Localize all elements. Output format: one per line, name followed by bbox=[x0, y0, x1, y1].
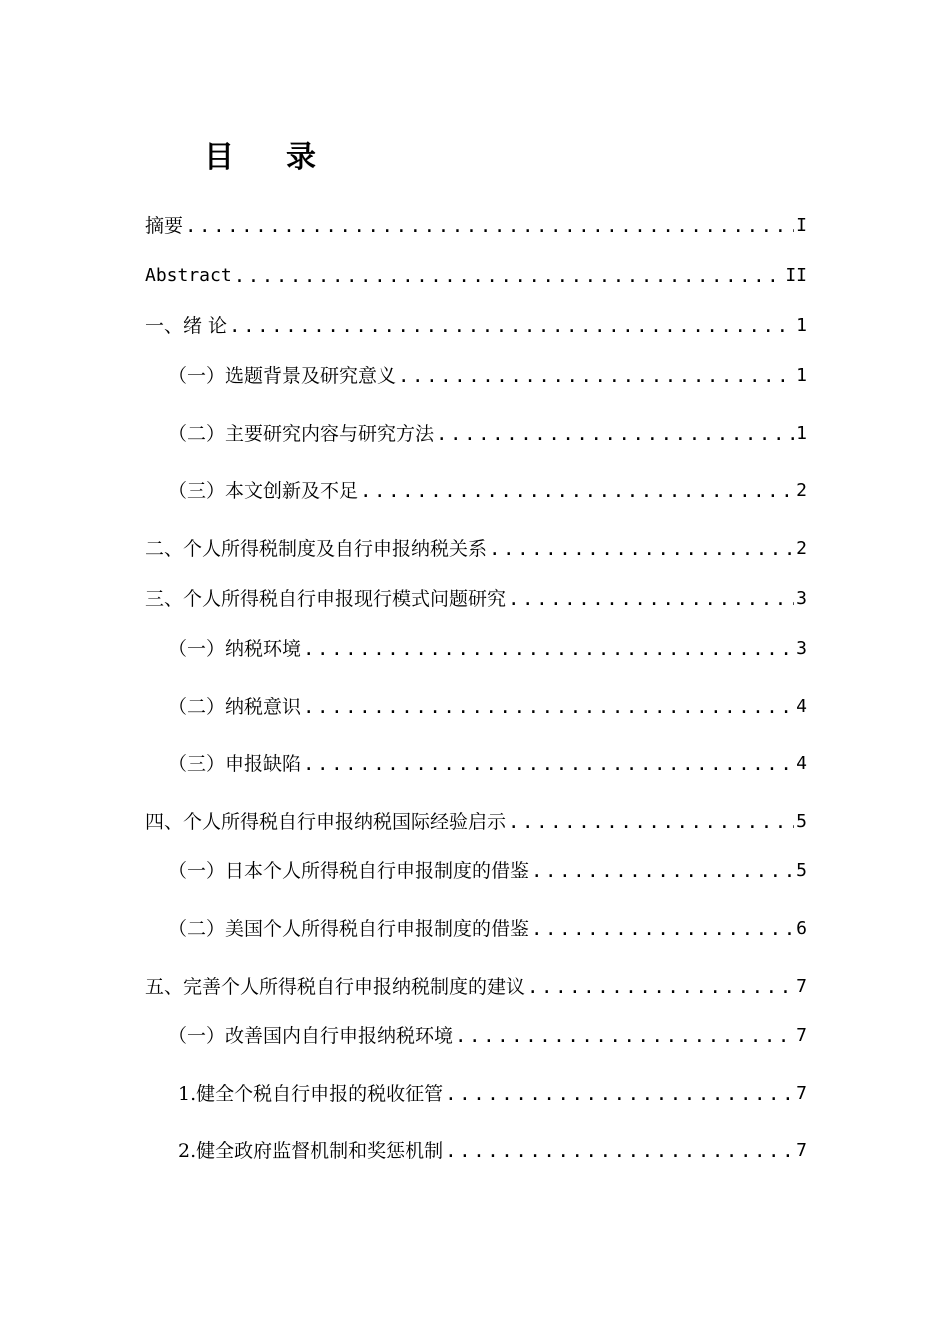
toc-entry-label: （二）纳税意识 bbox=[168, 696, 302, 718]
toc-leader-dots bbox=[531, 915, 794, 943]
toc-entry-label: （二）主要研究内容与研究方法 bbox=[168, 423, 435, 445]
toc-entry-label: 三、个人所得税自行申报现行模式问题研究 bbox=[145, 588, 507, 610]
toc-leader-dots bbox=[527, 973, 794, 1001]
toc-entry-page: II bbox=[785, 265, 807, 286]
toc-entry[interactable] bbox=[145, 808, 807, 836]
toc-entry[interactable] bbox=[168, 750, 807, 778]
toc-entry[interactable] bbox=[145, 535, 807, 563]
toc-entry-label: （三）本文创新及不足 bbox=[168, 480, 359, 502]
toc-entry[interactable] bbox=[178, 1080, 807, 1108]
toc-entry-page: 7 bbox=[796, 1140, 807, 1161]
toc-entry-label: （一）改善国内自行申报纳税环境 bbox=[168, 1025, 454, 1047]
toc-leader-dots bbox=[360, 477, 794, 505]
toc-entry-label: 1.健全个税自行申报的税收征管 bbox=[178, 1083, 444, 1105]
toc-entry-page: 6 bbox=[796, 918, 807, 939]
toc-entry-label: 五、完善个人所得税自行申报纳税制度的建议 bbox=[145, 976, 526, 998]
toc-leader-dots bbox=[445, 1137, 794, 1165]
toc-entry-page: 7 bbox=[796, 976, 807, 997]
toc-entry-label: 二、个人所得税制度及自行申报纳税关系 bbox=[145, 538, 488, 560]
toc-entry[interactable] bbox=[168, 420, 807, 448]
toc-leader-dots bbox=[185, 212, 794, 240]
toc-entry[interactable] bbox=[178, 1137, 807, 1165]
toc-entry-page: 1 bbox=[796, 365, 807, 386]
toc-leader-dots bbox=[455, 1022, 794, 1050]
toc-entry-label: （一）选题背景及研究意义 bbox=[168, 365, 397, 387]
toc-entry-page: I bbox=[796, 215, 807, 236]
toc-entry[interactable] bbox=[168, 693, 807, 721]
toc-entry-page: 2 bbox=[796, 538, 807, 559]
toc-entry-label: Abstract bbox=[145, 265, 232, 286]
toc-entry-page: 5 bbox=[796, 860, 807, 881]
toc-entry[interactable] bbox=[145, 585, 807, 613]
toc-entry-label: 四、个人所得税自行申报纳税国际经验启示 bbox=[145, 811, 507, 833]
toc-title-char-1: 目 bbox=[204, 140, 234, 175]
toc-leader-dots bbox=[508, 585, 794, 613]
toc-entry[interactable] bbox=[168, 635, 807, 663]
toc-entry-page: 4 bbox=[796, 696, 807, 717]
toc-entry-label: 一、绪 论 bbox=[145, 315, 228, 337]
toc-leader-dots bbox=[234, 262, 784, 290]
toc-entry-page: 1 bbox=[796, 315, 807, 336]
toc-leader-dots bbox=[303, 693, 794, 721]
toc-title bbox=[204, 132, 316, 176]
toc-entry[interactable] bbox=[168, 915, 807, 943]
toc-entry-page: 3 bbox=[796, 638, 807, 659]
toc-entry-page: 7 bbox=[796, 1025, 807, 1046]
toc-entry[interactable] bbox=[145, 212, 807, 240]
toc-leader-dots bbox=[436, 420, 794, 448]
toc-entry[interactable] bbox=[145, 312, 807, 340]
toc-entry-label: （一）日本个人所得税自行申报制度的借鉴 bbox=[168, 860, 530, 882]
toc-leader-dots bbox=[508, 808, 794, 836]
toc-entry-label: 2.健全政府监督机制和奖惩机制 bbox=[178, 1140, 444, 1162]
toc-entry-label: （二）美国个人所得税自行申报制度的借鉴 bbox=[168, 918, 530, 940]
toc-leader-dots bbox=[229, 312, 794, 340]
toc-leader-dots bbox=[303, 635, 794, 663]
toc-leader-dots bbox=[303, 750, 794, 778]
toc-entry-page: 4 bbox=[796, 753, 807, 774]
toc-entry[interactable] bbox=[145, 973, 807, 1001]
toc-entry-label: （三）申报缺陷 bbox=[168, 753, 302, 775]
toc-entry[interactable] bbox=[168, 362, 807, 390]
toc-leader-dots bbox=[445, 1080, 794, 1108]
toc-entry-page: 3 bbox=[796, 588, 807, 609]
toc-entry[interactable] bbox=[168, 1022, 807, 1050]
toc-leader-dots bbox=[489, 535, 794, 563]
toc-entry-page: 7 bbox=[796, 1083, 807, 1104]
toc-entry[interactable] bbox=[168, 477, 807, 505]
toc-entry-label: 摘要 bbox=[145, 215, 184, 237]
toc-title-char-2: 录 bbox=[286, 140, 316, 175]
toc-entry-page: 5 bbox=[796, 811, 807, 832]
toc-entry-page: 1 bbox=[796, 423, 807, 444]
toc-entry-label: （一）纳税环境 bbox=[168, 638, 302, 660]
toc-entry[interactable] bbox=[168, 857, 807, 885]
toc-entry-page: 2 bbox=[796, 480, 807, 501]
toc-entry[interactable] bbox=[145, 262, 807, 290]
toc-leader-dots bbox=[531, 857, 794, 885]
toc-leader-dots bbox=[398, 362, 794, 390]
